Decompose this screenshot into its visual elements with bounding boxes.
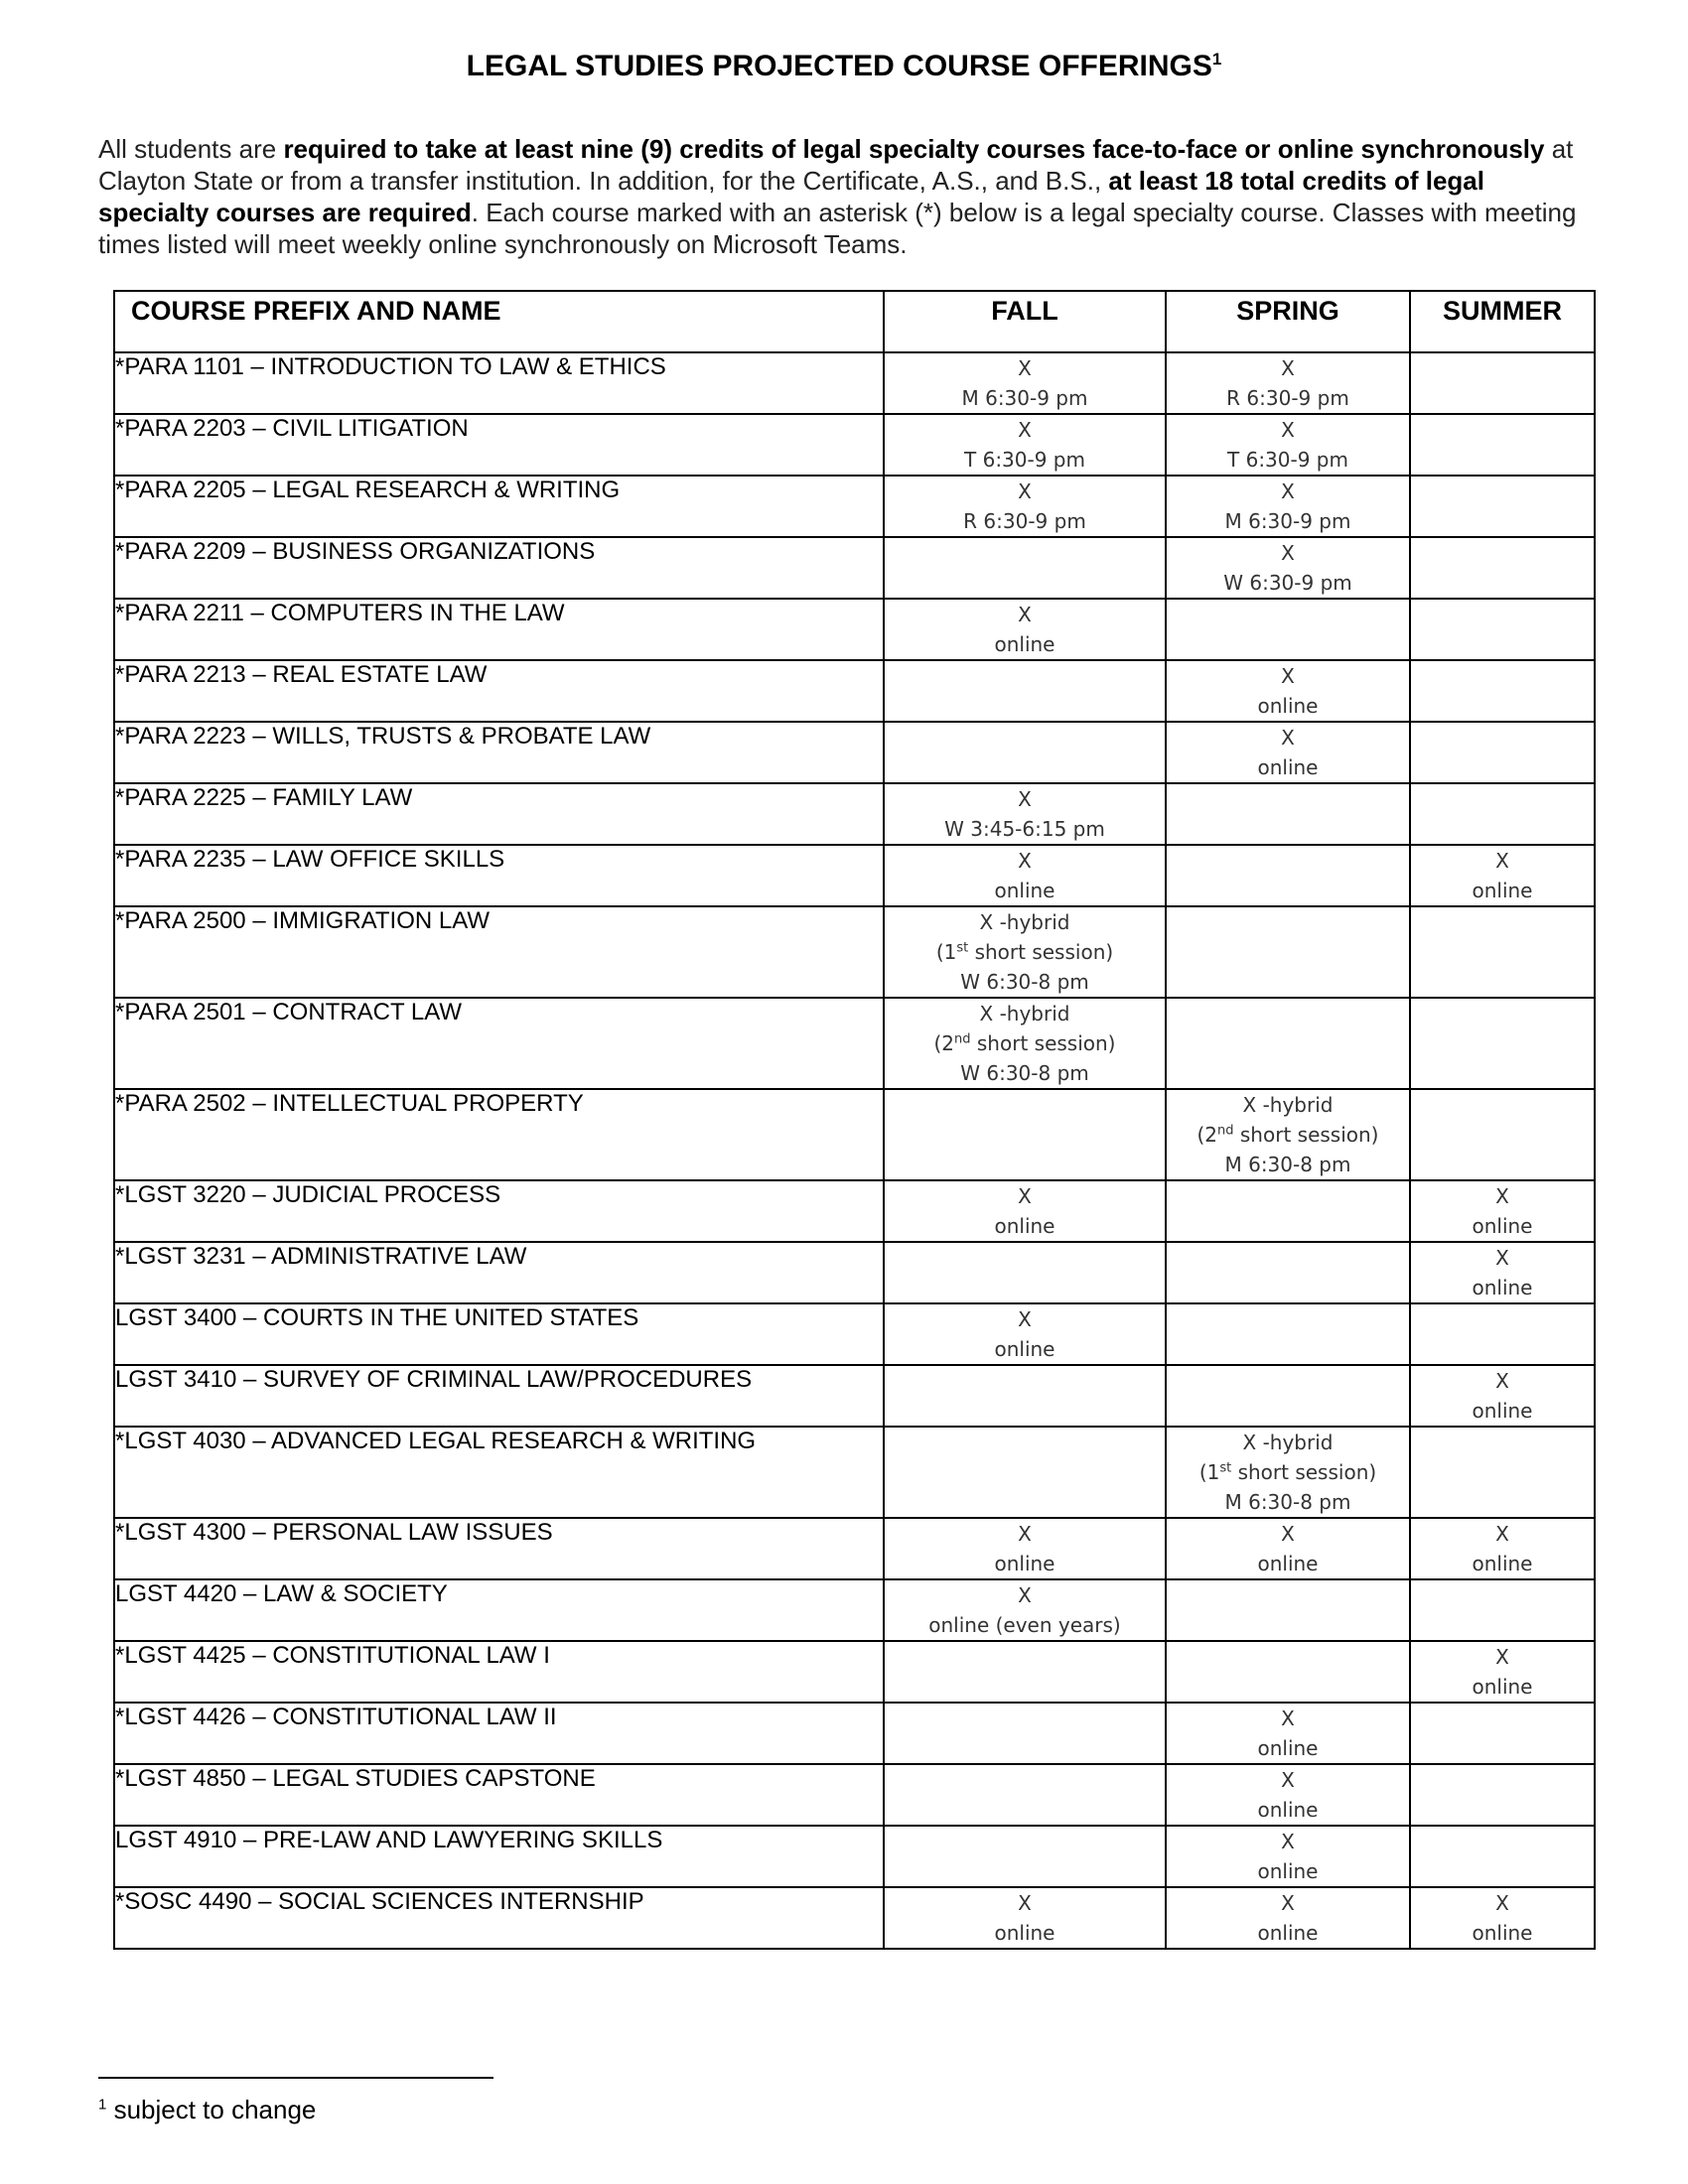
title-text: LEGAL STUDIES PROJECTED COURSE OFFERINGS: [466, 50, 1212, 82]
offering-detail: X: [1495, 1246, 1509, 1270]
fall-offering-cell: [884, 1365, 1166, 1427]
spring-offering-cell: [1166, 906, 1410, 998]
offering-detail: online: [1472, 1399, 1533, 1423]
offering-detail: M 6:30-9 pm: [961, 386, 1088, 410]
table-row: [114, 1579, 1595, 1641]
course-name-cell: *PARA 2225 – FAMILY LAW: [114, 783, 884, 845]
summer-offering-cell: [1410, 1764, 1595, 1826]
footnote-marker: 1: [98, 2096, 107, 2114]
offering-detail: X: [1018, 479, 1032, 503]
summer-offering-cell: [1410, 906, 1595, 998]
fall-offering-cell: [884, 1089, 1166, 1180]
fall-offering-cell: [884, 599, 1166, 660]
offering-detail: (2nd short session): [1196, 1123, 1379, 1147]
fall-offering-cell: [884, 998, 1166, 1089]
header-course-name: COURSE PREFIX AND NAME: [114, 291, 884, 352]
spring-offering-cell: [1166, 1641, 1410, 1703]
footnote: [98, 2095, 316, 2125]
course-name-cell: *LGST 4425 – CONSTITUTIONAL LAW I: [114, 1641, 884, 1703]
course-name-cell: LGST 4910 – PRE-LAW AND LAWYERING SKILLS: [114, 1826, 884, 1887]
spring-offering-cell: [1166, 1826, 1410, 1887]
offering-detail: X: [1495, 1369, 1509, 1393]
offering-detail: online: [1257, 694, 1319, 718]
offering-detail: T 6:30-9 pm: [1227, 448, 1348, 472]
table-row: [114, 1303, 1595, 1365]
offering-detail: X -hybrid: [1242, 1093, 1334, 1117]
offering-detail: X: [1281, 1706, 1295, 1730]
fall-offering-cell: [884, 1180, 1166, 1242]
table-row: [114, 1089, 1595, 1180]
spring-offering-cell: [1166, 414, 1410, 476]
course-name-cell: *PARA 1101 – INTRODUCTION TO LAW & ETHICS: [114, 352, 884, 414]
offering-detail: R 6:30-9 pm: [1226, 386, 1349, 410]
spring-offering-cell: [1166, 845, 1410, 906]
offering-detail: X: [1281, 418, 1295, 442]
page-title: [0, 50, 1688, 83]
summer-offering-cell: [1410, 414, 1595, 476]
course-name-cell: *PARA 2502 – INTELLECTUAL PROPERTY: [114, 1089, 884, 1180]
offering-detail: X: [1281, 1830, 1295, 1853]
offering-detail: X: [1018, 1891, 1032, 1915]
table-row: [114, 1703, 1595, 1764]
fall-offering-cell: [884, 414, 1166, 476]
offering-detail: online: [1257, 1921, 1319, 1945]
intro-text: at Clayton State or from a transfer institution. In addition, for the Certificate, A.S., and B.S.,: [98, 134, 1574, 196]
offering-detail: W 3:45-6:15 pm: [944, 817, 1105, 841]
offering-detail: online: [1472, 1214, 1533, 1238]
header-spring: SPRING: [1166, 291, 1410, 352]
course-name-cell: *PARA 2235 – LAW OFFICE SKILLS: [114, 845, 884, 906]
table-row: [114, 1826, 1595, 1887]
table-row: [114, 476, 1595, 537]
course-name-cell: *PARA 2211 – COMPUTERS IN THE LAW: [114, 599, 884, 660]
summer-offering-cell: [1410, 722, 1595, 783]
offering-detail: X -hybrid: [1242, 1431, 1334, 1454]
course-name-cell: LGST 3410 – SURVEY OF CRIMINAL LAW/PROCEDURES: [114, 1365, 884, 1427]
offering-detail: X: [1281, 1891, 1295, 1915]
spring-offering-cell: [1166, 783, 1410, 845]
intro-text: . Each course marked with an asterisk (*) below is a legal specialty course. Classes with meeting times listed will meet weekly online synchronously on Microsoft Teams.: [98, 198, 1577, 259]
offering-detail: X: [1281, 1768, 1295, 1792]
fall-offering-cell: [884, 1427, 1166, 1518]
table-row: [114, 1887, 1595, 1949]
table-row: [114, 537, 1595, 599]
spring-offering-cell: [1166, 1764, 1410, 1826]
spring-offering-cell: [1166, 1242, 1410, 1303]
offering-detail: online: [1472, 1921, 1533, 1945]
offering-detail: online: [1472, 879, 1533, 902]
spring-offering-cell: [1166, 1089, 1410, 1180]
fall-offering-cell: [884, 537, 1166, 599]
fall-offering-cell: [884, 660, 1166, 722]
offering-detail: online: [1257, 755, 1319, 779]
offering-detail: online: [994, 879, 1055, 902]
offering-detail: online: [994, 1337, 1055, 1361]
course-name-cell: *LGST 3220 – JUDICIAL PROCESS: [114, 1180, 884, 1242]
fall-offering-cell: [884, 1518, 1166, 1579]
offering-detail: online: [1472, 1675, 1533, 1699]
fall-offering-cell: [884, 783, 1166, 845]
spring-offering-cell: [1166, 1365, 1410, 1427]
fall-offering-cell: [884, 1826, 1166, 1887]
intro-paragraph: [98, 133, 1598, 260]
table-row: [114, 1518, 1595, 1579]
summer-offering-cell: [1410, 476, 1595, 537]
summer-offering-cell: [1410, 352, 1595, 414]
footnote-text: subject to change: [113, 2095, 317, 2124]
summer-offering-cell: [1410, 1089, 1595, 1180]
table-row: [114, 660, 1595, 722]
table-row: [114, 414, 1595, 476]
summer-offering-cell: [1410, 1703, 1595, 1764]
table-row: [114, 845, 1595, 906]
offering-detail: X -hybrid: [979, 1002, 1070, 1025]
fall-offering-cell: [884, 906, 1166, 998]
fall-offering-cell: [884, 845, 1166, 906]
offering-detail: M 6:30-8 pm: [1224, 1153, 1351, 1176]
offering-detail: online: [994, 632, 1055, 656]
offering-detail: W 6:30-8 pm: [960, 970, 1089, 994]
offering-detail: M 6:30-8 pm: [1224, 1490, 1351, 1514]
spring-offering-cell: [1166, 352, 1410, 414]
summer-offering-cell: [1410, 845, 1595, 906]
offering-detail: online: [1472, 1552, 1533, 1575]
spring-offering-cell: [1166, 1427, 1410, 1518]
summer-offering-cell: [1410, 783, 1595, 845]
spring-offering-cell: [1166, 1303, 1410, 1365]
table-header-row: [114, 291, 1595, 352]
table-row: [114, 998, 1595, 1089]
offering-detail: online: [994, 1921, 1055, 1945]
offering-detail: W 6:30-8 pm: [960, 1061, 1089, 1085]
header-fall: FALL: [884, 291, 1166, 352]
offering-detail: X: [1281, 356, 1295, 380]
offering-detail: X: [1495, 1522, 1509, 1546]
fall-offering-cell: [884, 722, 1166, 783]
spring-offering-cell: [1166, 1887, 1410, 1949]
course-offerings-table: [113, 290, 1596, 1950]
course-name-cell: LGST 4420 – LAW & SOCIETY: [114, 1579, 884, 1641]
fall-offering-cell: [884, 1303, 1166, 1365]
spring-offering-cell: [1166, 1579, 1410, 1641]
spring-offering-cell: [1166, 660, 1410, 722]
summer-offering-cell: [1410, 1180, 1595, 1242]
table-row: [114, 599, 1595, 660]
summer-offering-cell: [1410, 1303, 1595, 1365]
spring-offering-cell: [1166, 599, 1410, 660]
summer-offering-cell: [1410, 1579, 1595, 1641]
spring-offering-cell: [1166, 998, 1410, 1089]
offering-detail: (1st short session): [935, 940, 1114, 964]
fall-offering-cell: [884, 476, 1166, 537]
offering-detail: online: [1257, 1859, 1319, 1883]
table-row: [114, 1641, 1595, 1703]
footnote-divider: [98, 2077, 493, 2079]
course-name-cell: *LGST 4300 – PERSONAL LAW ISSUES: [114, 1518, 884, 1579]
spring-offering-cell: [1166, 1180, 1410, 1242]
offering-detail: (2nd short session): [933, 1031, 1116, 1055]
fall-offering-cell: [884, 1703, 1166, 1764]
offering-detail: X: [1018, 1583, 1032, 1607]
offering-detail: online: [994, 1552, 1055, 1575]
summer-offering-cell: [1410, 1641, 1595, 1703]
fall-offering-cell: [884, 1764, 1166, 1826]
offering-detail: online: [1257, 1552, 1319, 1575]
course-name-cell: *PARA 2203 – CIVIL LITIGATION: [114, 414, 884, 476]
course-name-cell: LGST 3400 – COURTS IN THE UNITED STATES: [114, 1303, 884, 1365]
intro-bold-text: at least 18 total credits of legal specialty courses are required: [98, 166, 1484, 227]
course-name-cell: *PARA 2209 – BUSINESS ORGANIZATIONS: [114, 537, 884, 599]
course-name-cell: *PARA 2501 – CONTRACT LAW: [114, 998, 884, 1089]
course-name-cell: *PARA 2223 – WILLS, TRUSTS & PROBATE LAW: [114, 722, 884, 783]
offering-detail: online: [1257, 1798, 1319, 1822]
summer-offering-cell: [1410, 1887, 1595, 1949]
offering-detail: X: [1281, 541, 1295, 565]
offering-detail: X: [1281, 1522, 1295, 1546]
course-name-cell: *PARA 2500 – IMMIGRATION LAW: [114, 906, 884, 998]
offering-detail: X: [1018, 418, 1032, 442]
spring-offering-cell: [1166, 722, 1410, 783]
fall-offering-cell: [884, 1641, 1166, 1703]
summer-offering-cell: [1410, 1365, 1595, 1427]
offering-detail: X: [1281, 664, 1295, 688]
summer-offering-cell: [1410, 998, 1595, 1089]
course-rows: [114, 352, 1595, 1949]
offering-detail: X: [1281, 726, 1295, 750]
intro-text: All students are: [98, 134, 284, 164]
table-row: [114, 906, 1595, 998]
offering-detail: X: [1281, 479, 1295, 503]
course-name-cell: *SOSC 4490 – SOCIAL SCIENCES INTERNSHIP: [114, 1887, 884, 1949]
summer-offering-cell: [1410, 537, 1595, 599]
header-summer: SUMMER: [1410, 291, 1595, 352]
offering-detail: X -hybrid: [979, 910, 1070, 934]
spring-offering-cell: [1166, 537, 1410, 599]
title-footnote-marker: 1: [1211, 50, 1222, 68]
offering-detail: T 6:30-9 pm: [964, 448, 1085, 472]
intro-bold-text: required to take at least nine (9) credits of legal specialty courses face-to-face or online synchronously: [283, 134, 1545, 164]
summer-offering-cell: [1410, 1242, 1595, 1303]
summer-offering-cell: [1410, 1518, 1595, 1579]
offering-detail: online: [1257, 1736, 1319, 1760]
offering-detail: X: [1018, 1522, 1032, 1546]
offering-detail: X: [1495, 849, 1509, 873]
fall-offering-cell: [884, 1579, 1166, 1641]
offering-detail: R 6:30-9 pm: [963, 509, 1086, 533]
course-name-cell: *PARA 2213 – REAL ESTATE LAW: [114, 660, 884, 722]
course-name-cell: *LGST 4426 – CONSTITUTIONAL LAW II: [114, 1703, 884, 1764]
fall-offering-cell: [884, 1242, 1166, 1303]
offering-detail: W 6:30-9 pm: [1223, 571, 1352, 595]
offering-detail: X: [1495, 1184, 1509, 1208]
summer-offering-cell: [1410, 599, 1595, 660]
course-name-cell: *PARA 2205 – LEGAL RESEARCH & WRITING: [114, 476, 884, 537]
spring-offering-cell: [1166, 1518, 1410, 1579]
offering-detail: online (even years): [928, 1613, 1121, 1637]
offering-detail: X: [1018, 1307, 1032, 1331]
offering-detail: online: [1472, 1276, 1533, 1299]
offering-detail: X: [1018, 603, 1032, 626]
offering-detail: X: [1018, 356, 1032, 380]
offering-detail: X: [1018, 787, 1032, 811]
spring-offering-cell: [1166, 476, 1410, 537]
table-row: [114, 1242, 1595, 1303]
summer-offering-cell: [1410, 1427, 1595, 1518]
course-name-cell: *LGST 3231 – ADMINISTRATIVE LAW: [114, 1242, 884, 1303]
table-row: [114, 722, 1595, 783]
offering-detail: X: [1495, 1891, 1509, 1915]
offering-detail: (1st short session): [1198, 1460, 1377, 1484]
table-row: [114, 1180, 1595, 1242]
course-name-cell: *LGST 4850 – LEGAL STUDIES CAPSTONE: [114, 1764, 884, 1826]
table-row: [114, 1365, 1595, 1427]
offering-detail: online: [994, 1214, 1055, 1238]
offering-detail: X: [1018, 1184, 1032, 1208]
fall-offering-cell: [884, 352, 1166, 414]
table-row: [114, 783, 1595, 845]
offering-detail: M 6:30-9 pm: [1224, 509, 1351, 533]
offering-detail: X: [1495, 1645, 1509, 1669]
offering-detail: X: [1018, 849, 1032, 873]
summer-offering-cell: [1410, 1826, 1595, 1887]
fall-offering-cell: [884, 1887, 1166, 1949]
course-name-cell: *LGST 4030 – ADVANCED LEGAL RESEARCH & WRITING: [114, 1427, 884, 1518]
table-row: [114, 1764, 1595, 1826]
spring-offering-cell: [1166, 1703, 1410, 1764]
summer-offering-cell: [1410, 660, 1595, 722]
table-row: [114, 352, 1595, 414]
table-row: [114, 1427, 1595, 1518]
